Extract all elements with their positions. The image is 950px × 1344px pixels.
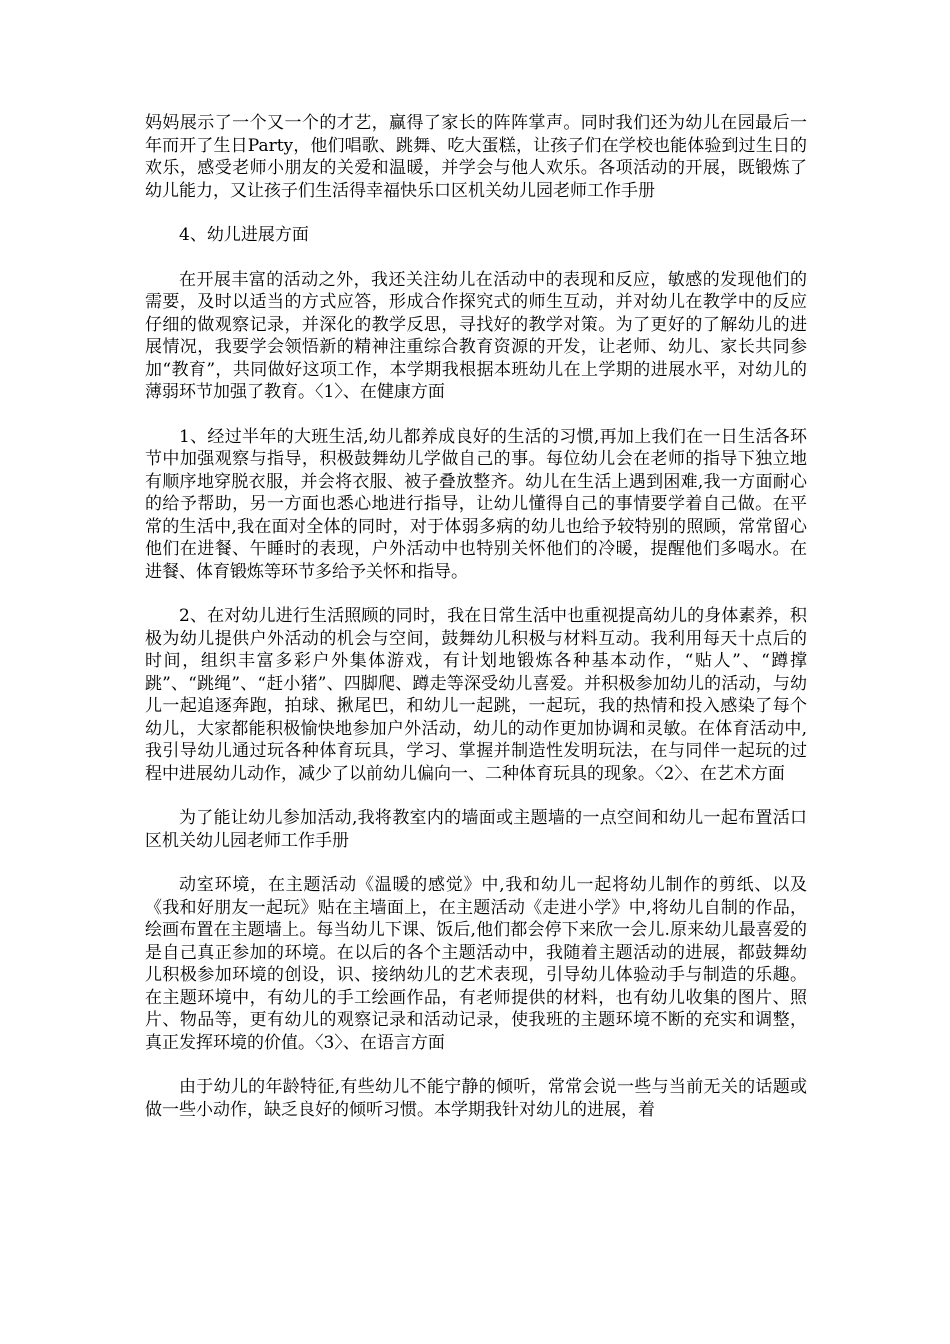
document-page <box>145 112 807 1143</box>
paragraph-1: 妈妈展示了一个又一个的才艺，赢得了家长的阵阵掌声。同时我们还为幼儿在园最后一年而开了生日Party，他们唱歌、跳舞、吃大蛋糕，让孩子们在学校也能体验到过生日的欢乐，感受老师小朋友的关爱和温暖，并学会与他人欢乐。各项活动的开展，既锻炼了幼儿能力，又让孩子们生活得幸福快乐口区机关幼儿园老师工作手册 <box>145 113 807 201</box>
paragraph-3: 在开展丰富的活动之外，我还关注幼儿在活动中的表现和反应，敏感的发现他们的需要，及时以适当的方式应答，形成合作探究式的师生互动，并对幼儿在教学中的反应仔细的做观察记录，并深化的教学反思，寻找好的教学对策。为了更好的了解幼儿的进展情况，我要学会领悟新的精神注重综合教育资源的开发，让老师、幼儿、家长共同参加“教育”，共同做好这项工作，本学期我根据本班幼儿在上学期的进展水平，对幼儿的薄弱环节加强了教育。〈1〉、在健康方面 <box>145 269 807 402</box>
section-heading-child-development: 4、幼儿进展方面 <box>179 225 309 245</box>
paragraph-6: 为了能让幼儿参加活动,我将教室内的墙面或主题墙的一点空间和幼儿一起布置活口区机关幼儿园老师工作手册 <box>145 808 807 851</box>
paragraph-8: 由于幼儿的年龄特征,有些幼儿不能宁静的倾听，常常会说一些与当前无关的话题或做一些小动作，缺乏良好的倾听习惯。本学期我针对幼儿的进展，着 <box>145 1077 807 1120</box>
paragraph-7: 动室环境，在主题活动《温暖的感觉》中,我和幼儿一起将幼儿制作的剪纸、以及《我和好朋友一起玩》贴在主墙面上，在主题活动《走进小学》中,将幼儿自制的作品，绘画布置在主题墙上。每当幼儿下课、饭后,他们都会停下来欣一会儿.原来幼儿最喜爱的是自己真正参加的环境。在以后的各个主题活动中，我随着主题活动的进展，都鼓舞幼儿积极参加环境的创设，识、接纳幼儿的艺术表现，引导幼儿体验动手与制造的乐趣。在主题环境中，有幼儿的手工绘画作品，有老师提供的材料，也有幼儿收集的图片、照片、物品等，更有幼儿的观察记录和活动记录，使我班的主题环境不断的充实和调整，真正发挥环境的价值。〈3〉、在语言方面 <box>145 875 807 1053</box>
paragraph-4: 1、经过半年的大班生活,幼儿都养成良好的生活的习惯,再加上我们在一日生活各环节中加强观察与指导，积极鼓舞幼儿学做自己的事。每位幼儿会在老师的指导下独立地有顺序地穿脱衣服，并会将衣服、被子叠放整齐。幼儿在生活上遇到困难,我一方面耐心的给予帮助，另一方面也悉心地进行指导，让幼儿懂得自己的事情要学着自己做。在平常的生活中,我在面对全体的同时，对于体弱多病的幼儿也给予较特别的照顾，常常留心他们在进餐、午睡时的表现，户外活动中也特别关怀他们的冷暖，提醒他们多喝水。在进餐、体育锻炼等环节多给予关怀和指导。 <box>145 426 807 582</box>
paragraph-5: 2、在对幼儿进行生活照顾的同时，我在日常生活中也重视提高幼儿的身体素养，积极为幼儿提供户外活动的机会与空间，鼓舞幼儿积极与材料互动。我利用每天十点后的时间，组织丰富多彩户外集体游戏，有计划地锻炼各种基本动作，“贴人”、“蹲撑跳”、“跳绳”、“赶小猪”、四脚爬、蹲走等深受幼儿喜爱。并积极参加幼儿的活动，与幼儿一起追逐奔跑，拍球、揪尾巴，和幼儿一起跳，一起玩，我的热情和投入感染了每个幼儿，大家都能积极愉快地参加户外活动，幼儿的动作更加协调和灵敏。在体育活动中,我引导幼儿通过玩各种体育玩具，学习、掌握并制造性发明玩法，在与同伴一起玩的过程中进展幼儿动作，减少了以前幼儿偏向一、二种体育玩具的现象。〈2〉、在艺术方面 <box>145 606 807 784</box>
